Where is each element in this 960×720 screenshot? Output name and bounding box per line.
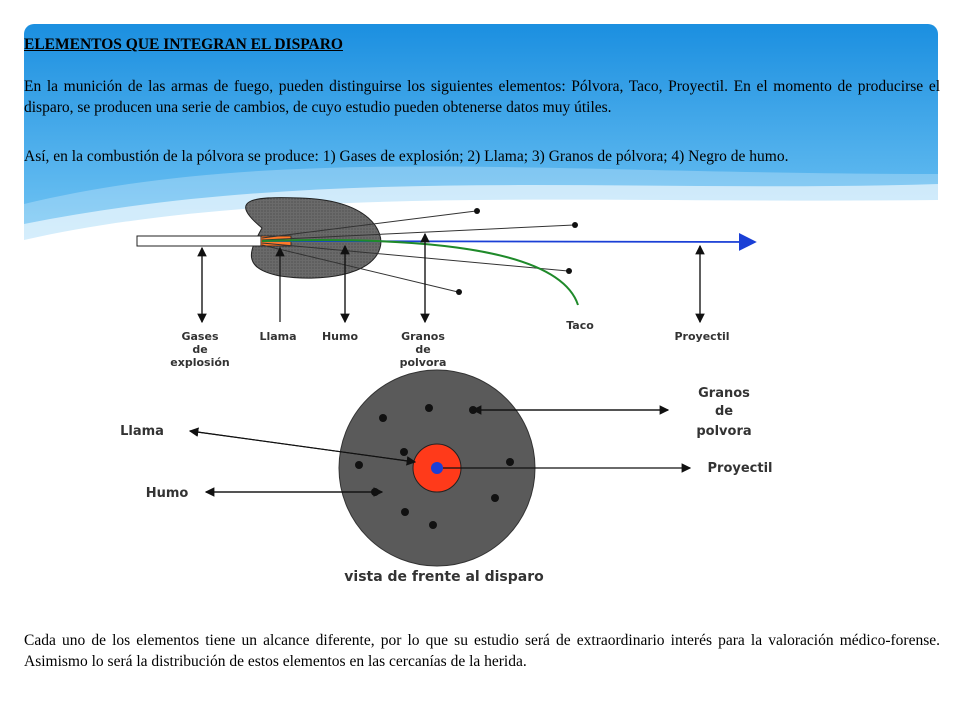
- front-label-proyectil: Proyectil: [707, 461, 773, 476]
- projectile-dot: [431, 462, 443, 474]
- front-label-llama: Llama: [120, 424, 164, 439]
- grain-dot-3: [566, 268, 572, 274]
- grain-front-4: [400, 448, 408, 456]
- front-label-granos-2: de: [714, 404, 734, 419]
- front-label-granos-1: Granos: [698, 386, 750, 401]
- paragraph-combustion: Así, en la combustión de la pólvora se produce: 1) Gases de explosión; 2) Llama; 3) Granos de pólvora; 4) Negro de humo.: [24, 148, 789, 165]
- label-humo: Humo: [321, 330, 359, 343]
- label-gases-3: explosión: [170, 356, 230, 369]
- grain-front-10: [429, 521, 437, 529]
- label-proyectil: Proyectil: [674, 330, 730, 343]
- grain-front-2: [379, 414, 387, 422]
- grain-front-1: [425, 404, 433, 412]
- side-view: [137, 198, 755, 369]
- grain-front-8: [491, 494, 499, 502]
- label-granos-1: Granos: [401, 330, 445, 343]
- projectile-trajectory: [262, 241, 755, 242]
- paragraph-intro: En la munición de las armas de fuego, pueden distinguirse los siguientes elementos: Pólvora, Taco, Proyectil. En el momento de producirse el disparo, se producen una serie de cambios, de cuyo estudio pueden obtenerse datos muy útiles.: [24, 78, 940, 116]
- grain-front-9: [401, 508, 409, 516]
- front-view: [120, 370, 772, 585]
- front-caption: vista de frente al disparo: [344, 569, 544, 585]
- label-granos-3: polvora: [399, 356, 447, 369]
- label-gases-1: Gases: [181, 330, 219, 343]
- grain-dot-2: [572, 222, 578, 228]
- front-label-humo: Humo: [145, 486, 189, 501]
- label-taco: Taco: [566, 319, 594, 332]
- gun-barrel: [137, 236, 261, 246]
- grain-front-5: [355, 461, 363, 469]
- label-gases-2: de: [192, 343, 208, 356]
- grain-dot-1: [474, 208, 480, 214]
- grain-front-6: [506, 458, 514, 466]
- label-granos-2: de: [415, 343, 431, 356]
- paragraph-conclusion: Cada uno de los elementos tiene un alcance diferente, por lo que su estudio será de extraordinario interés para la valoración médico-forense. Asimismo lo será la distribución de estos elementos en las cercanías de la herida.: [24, 632, 940, 670]
- grain-dot-4: [456, 289, 462, 295]
- label-llama: Llama: [259, 330, 297, 343]
- page-title: ELEMENTOS QUE INTEGRAN EL DISPARO: [24, 36, 343, 53]
- front-label-granos-3: polvora: [696, 424, 752, 439]
